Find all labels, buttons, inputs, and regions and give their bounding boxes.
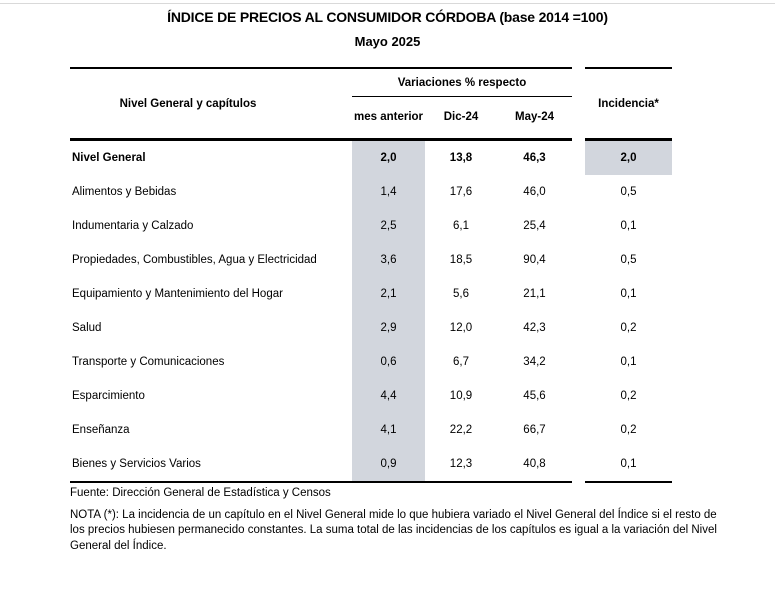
cell-gap — [572, 311, 585, 345]
cell-mes-anterior: 2,0 — [352, 141, 425, 175]
cell-incidencia: 0,5 — [620, 186, 637, 198]
row-label: Indumentaria y Calzado — [72, 220, 194, 232]
column-header-dic24: Dic-24 — [443, 110, 479, 123]
cell-incidencia: 0,1 — [620, 288, 637, 300]
cell-incidencia: 0,2 — [620, 390, 637, 402]
cell-dic24: 5,6 — [453, 288, 469, 300]
cell-may24: 34,2 — [523, 356, 546, 368]
row-label: Propiedades, Combustibles, Agua y Electricidad — [72, 254, 317, 266]
cell-gap — [572, 277, 585, 311]
cell-gap — [572, 141, 585, 175]
table-row — [70, 243, 672, 277]
row-label: Alimentos y Bebidas — [72, 186, 177, 198]
ipc-table — [70, 67, 672, 483]
table-bottom-border — [70, 481, 672, 483]
page-top-divider — [0, 3, 775, 4]
cell-dic24: 18,5 — [449, 254, 473, 266]
report-subtitle: Mayo 2025 — [354, 34, 421, 49]
cell-mes-anterior: 1,4 — [352, 175, 425, 209]
row-label: Enseñanza — [72, 424, 130, 436]
cell-mes-anterior: 4,1 — [352, 413, 425, 447]
table-row — [70, 175, 672, 209]
cell-gap — [572, 345, 585, 379]
source-note: Fuente: Dirección General de Estadística y Censos — [70, 487, 331, 499]
cell-incidencia: 0,2 — [620, 322, 637, 334]
cell-may24: 66,7 — [523, 424, 546, 436]
cell-mes-anterior: 2,1 — [352, 277, 425, 311]
row-label: Esparcimiento — [72, 390, 145, 402]
table-row — [70, 141, 672, 175]
column-header-chapters: Nivel General y capítulos — [70, 67, 352, 141]
cell-may24: 42,3 — [523, 322, 546, 334]
cell-dic24: 12,3 — [449, 458, 473, 470]
column-group-header: Variaciones % respecto — [352, 69, 572, 97]
cell-dic24: 17,6 — [449, 186, 473, 198]
column-header-incidencia: Incidencia* — [585, 67, 672, 141]
cell-gap — [572, 175, 585, 209]
cell-dic24: 6,1 — [453, 220, 469, 232]
table-row — [70, 311, 672, 345]
column-header-mes-anterior: mes anterior — [353, 110, 424, 123]
cell-mes-anterior: 4,4 — [352, 379, 425, 413]
bottom-border-gap — [572, 481, 585, 483]
sub-header-row — [352, 97, 572, 138]
cell-incidencia: 0,2 — [620, 424, 637, 436]
row-label: Bienes y Servicios Varios — [72, 458, 201, 470]
table-row — [70, 209, 672, 243]
column-header-may24: May-24 — [515, 110, 554, 123]
cell-may24: 45,6 — [523, 390, 546, 402]
cell-incidencia: 0,1 — [620, 458, 637, 470]
table-row — [70, 447, 672, 481]
row-label: Nivel General — [72, 152, 146, 164]
table-header — [70, 67, 672, 141]
footnote: NOTA (*): La incidencia de un capítulo en el Nivel General mide lo que hubiera variado el Nivel General del Índice si el resto de los precios hubiesen permanecido constantes. La suma total de las incidencias de los capítulos es igual a la variación del Nivel General del Índice. — [70, 509, 717, 552]
cell-incidencia: 0,1 — [620, 220, 637, 232]
cell-incidencia: 0,1 — [620, 356, 637, 368]
cell-may24: 46,3 — [523, 152, 546, 164]
table-body — [70, 141, 672, 481]
cell-may24: 21,1 — [523, 288, 546, 300]
cell-dic24: 12,0 — [449, 322, 473, 334]
cell-may24: 40,8 — [523, 458, 546, 470]
cell-dic24: 10,9 — [449, 390, 473, 402]
cell-mes-anterior: 0,6 — [352, 345, 425, 379]
cell-may24: 25,4 — [523, 220, 546, 232]
report-title: ÍNDICE DE PRECIOS AL CONSUMIDOR CÓRDOBA (base 2014 =100) — [167, 9, 608, 25]
cell-mes-anterior: 2,9 — [352, 311, 425, 345]
cell-gap — [572, 413, 585, 447]
table-row — [70, 379, 672, 413]
table-row — [70, 277, 672, 311]
cell-mes-anterior: 3,6 — [352, 243, 425, 277]
row-label: Equipamiento y Mantenimiento del Hogar — [72, 288, 283, 300]
cell-incidencia: 0,5 — [620, 254, 637, 266]
table-row — [70, 345, 672, 379]
cell-dic24: 22,2 — [449, 424, 473, 436]
column-group-variaciones — [352, 67, 572, 141]
table-row — [70, 413, 672, 447]
cell-may24: 46,0 — [523, 186, 546, 198]
cell-gap — [572, 379, 585, 413]
bottom-border-main — [70, 481, 572, 483]
column-gap — [572, 67, 585, 141]
cell-may24: 90,4 — [523, 254, 546, 266]
cell-dic24: 13,8 — [449, 152, 473, 164]
cell-gap — [572, 209, 585, 243]
cell-gap — [572, 447, 585, 481]
row-label: Salud — [72, 322, 102, 334]
cell-gap — [572, 243, 585, 277]
bottom-border-incidencia — [585, 481, 672, 483]
cell-mes-anterior: 2,5 — [352, 209, 425, 243]
row-label: Transporte y Comunicaciones — [72, 356, 225, 368]
cell-incidencia: 2,0 — [585, 141, 672, 175]
cell-dic24: 6,7 — [453, 356, 469, 368]
cell-mes-anterior: 0,9 — [352, 447, 425, 481]
